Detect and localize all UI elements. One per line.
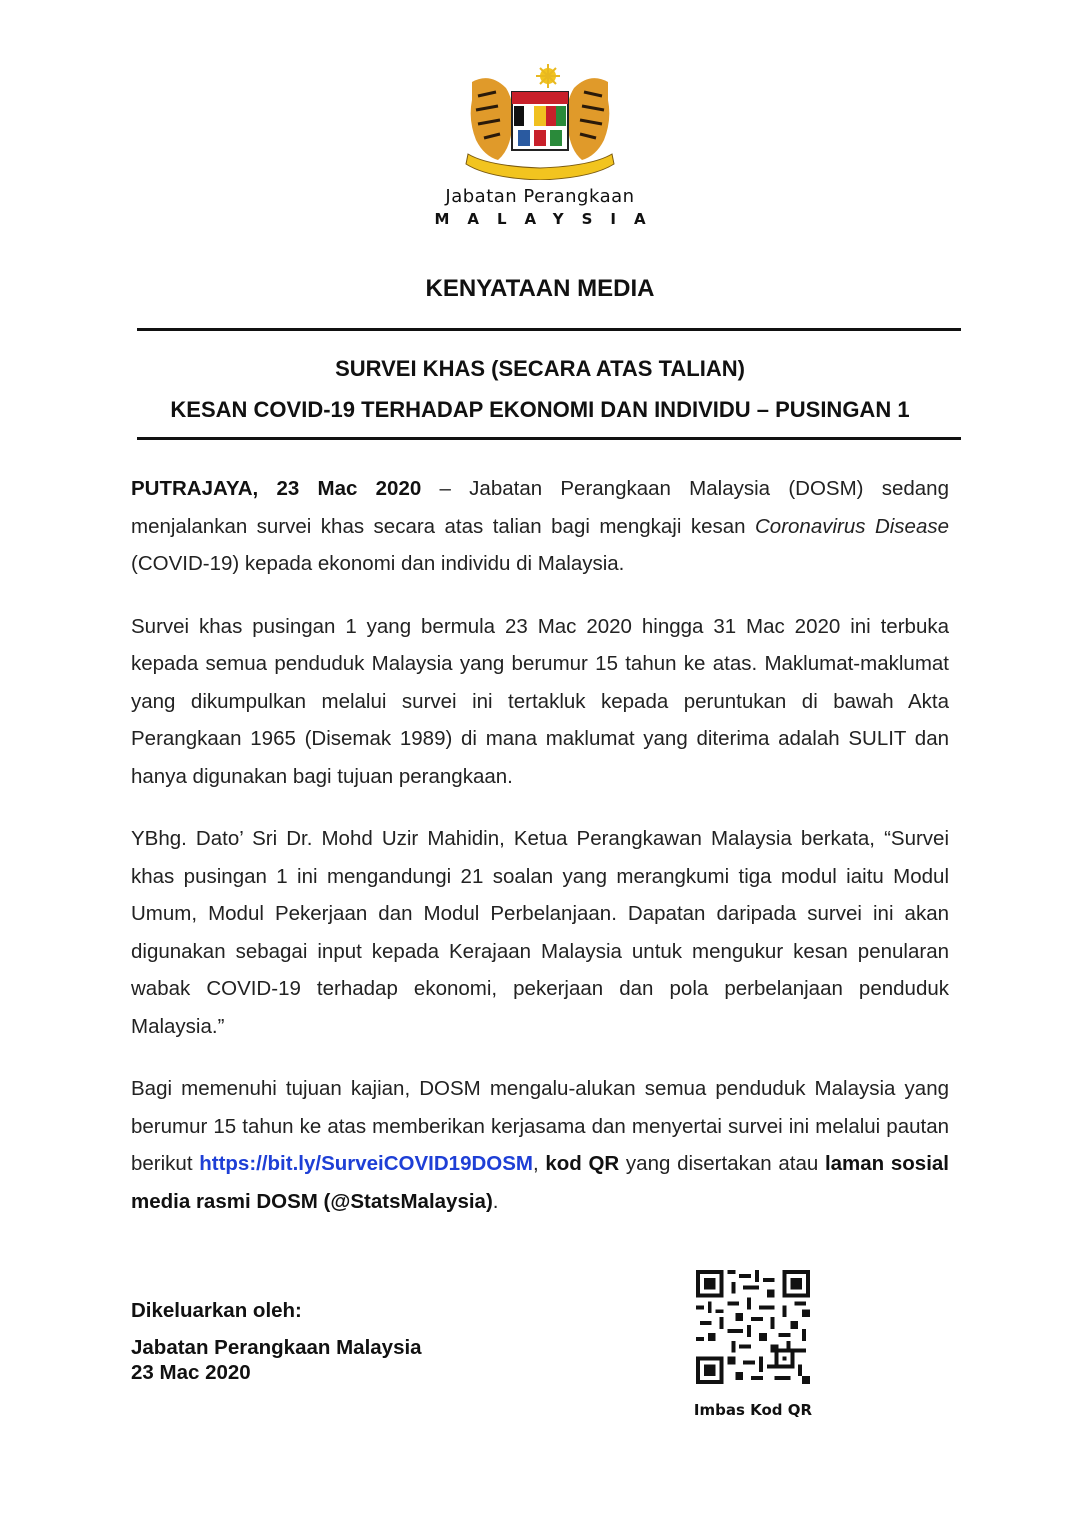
paragraph-4-text-d: .: [492, 1189, 499, 1213]
paragraph-4-text-a: Bagi memenuhi tujuan kajian, DOSM mengalu-alukan semua penduduk Malaysia yang berumur 15 tahun ke atas memberikan kerjasama dan menyertai survei ini melalui pautan berikut: [131, 1077, 949, 1175]
paragraph-2: Survei khas pusingan 1 yang bermula 23 Mac 2020 hingga 31 Mac 2020 ini terbuka kepada semua penduduk Malaysia yang berumur 15 tahun ke atas. Maklumat-maklumat yang dikumpulkan melalui survei ini tertakluk kepada peruntukan di bawah Akta Perangkaan 1965 (Disemak 1989) di mana maklumat yang diterima adalah SULIT dan hanya digunakan bagi tujuan perangkaan.: [131, 614, 949, 788]
qr-caption: Imbas Kod QR: [693, 1401, 813, 1419]
top-divider: [137, 328, 961, 331]
coat-of-arms-icon: [462, 62, 618, 180]
document-type-title: KENYATAAN MEDIA: [425, 275, 655, 302]
survey-link[interactable]: https://bit.ly/SurveiCOVID19DOSM: [199, 1152, 533, 1175]
qr-code-mention: kod QR: [545, 1152, 620, 1175]
issue-date: 23 Mac 2020: [131, 1361, 251, 1384]
dateline: PUTRAJAYA, 23 Mac 2020: [131, 477, 422, 500]
department-name: Jabatan Perangkaan: [445, 186, 635, 207]
paragraph-1-text-b: (COVID-19) kepada ekonomi dan individu di Malaysia.: [131, 552, 625, 575]
paragraph-1-italic: Coronavirus Disease: [754, 514, 950, 538]
headline-line-1: SURVEI KHAS (SECARA ATAS TALIAN): [335, 356, 745, 381]
issued-by-block: [131, 1298, 422, 1385]
issued-by-label: Dikeluarkan oleh:: [131, 1299, 302, 1322]
press-release-body: [131, 470, 949, 1245]
paragraph-3: YBhg. Dato’ Sri Dr. Mohd Uzir Mahidin, Ketua Perangkawan Malaysia berkata, “Survei khas pusingan 1 ini mengandungi 21 soalan yang merangkumi tiga modul iaitu Modul Umum, Modul Pekerjaan dan Modul Perbelanjaan. Dapatan daripada survei ini akan digunakan sebagai input kepada Kerajaan Malaysia untuk mengukur kesan penularan wabak COVID-19 terhadap ekonomi, pekerjaan dan pola perbelanjaan penduduk Malaysia.”: [131, 827, 949, 1038]
bottom-divider: [137, 437, 961, 440]
social-media-mention: laman sosial media rasmi DOSM (@StatsMalaysia): [131, 1152, 949, 1213]
headline-line-2: KESAN COVID-19 TERHADAP EKONOMI DAN INDIVIDU – PUSINGAN 1: [170, 397, 910, 422]
paragraph-1-text-a: – Jabatan Perangkaan Malaysia (DOSM) sedang menjalankan survei khas secara atas talian bagi mengkaji kesan: [131, 477, 949, 538]
department-country: MALAYSIA: [434, 210, 664, 228]
issuer-name: Jabatan Perangkaan Malaysia: [131, 1336, 422, 1359]
paragraph-1: [131, 470, 949, 583]
qr-code-icon[interactable]: [696, 1270, 810, 1384]
paragraph-4-text-c: yang disertakan atau: [619, 1152, 825, 1175]
paragraph-4-text-b: ,: [532, 1152, 546, 1175]
paragraph-4: [131, 1070, 949, 1220]
